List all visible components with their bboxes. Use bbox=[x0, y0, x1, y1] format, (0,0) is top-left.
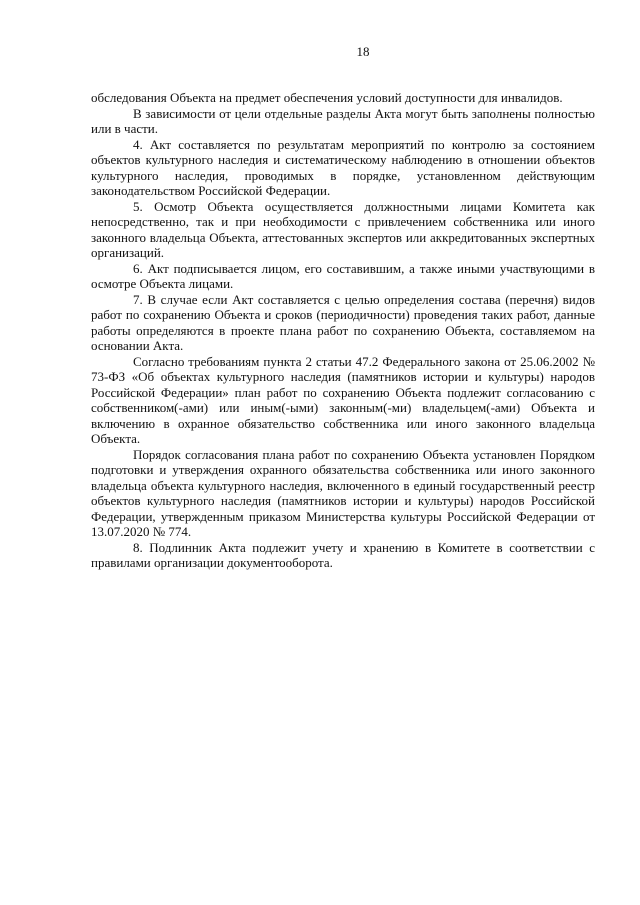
paragraph-partial-sections: В зависимости от цели отдельные разделы Акта могут быть заполнены полностью или в части. bbox=[91, 105, 595, 136]
paragraph-accessibility-continuation: обследования Объекта на предмет обеспечения условий доступности для инвалидов. bbox=[91, 90, 563, 105]
paragraph-law-requirements: Согласно требованиям пункта 2 статьи 47.2 Федерального закона от 25.06.2002 № 73-ФЗ «Об объектах культурного наследия (памятников истории и культуры) народов Российской Федерации» план работ по сохранению Объекта подлежит согласованию с собственником(-ами) или иным(-ыми) законным(-ми) владельцем(-ами) Объекта и включению в охранное обязательство собственника или иного законного владельца Объекта. bbox=[91, 353, 595, 446]
paragraph-item-4: 4. Акт составляется по результатам мероприятий по контролю за состоянием объектов культурного наследия и систематическому наблюдению в отношении объектов культурного наследия, проводимых в порядке, установленном действующим законодательством Российской Федерации. bbox=[91, 136, 595, 198]
document-body bbox=[91, 90, 595, 571]
paragraph-item-7: 7. В случае если Акт составляется с целью определения состава (перечня) видов работ по сохранению Объекта и сроков (периодичности) проведения таких работ, данные работы определяются в проекте плана работ по сохранению Объекта, составляемом на основании Акта. bbox=[91, 291, 595, 353]
paragraph-approval-procedure: Порядок согласования плана работ по сохранению Объекта установлен Порядком подготовки и утверждения охранного обязательства собственника или иного законного владельца объекта культурного наследия, включенного в единый государственный реестр объектов культурного наследия (памятников истории и культуры) народов Российской Федерации, утвержденным приказом Министерства культуры Российской Федерации от 13.07.2020 № 774. bbox=[91, 446, 595, 539]
paragraph-item-8: 8. Подлинник Акта подлежит учету и хранению в Комитете в соответствии с правилами организации документооборота. bbox=[91, 539, 595, 570]
page-number: 18 bbox=[356, 44, 370, 59]
paragraph-item-5: 5. Осмотр Объекта осуществляется должностными лицами Комитета как непосредственно, так и при необходимости с привлечением собственника или иного законного владельца Объекта, аттестованных экспертов или аккредитованных экспертных организаций. bbox=[91, 198, 595, 260]
paragraph-item-6: 6. Акт подписывается лицом, его составившим, а также иными участвующими в осмотре Объекта лицами. bbox=[91, 260, 595, 291]
